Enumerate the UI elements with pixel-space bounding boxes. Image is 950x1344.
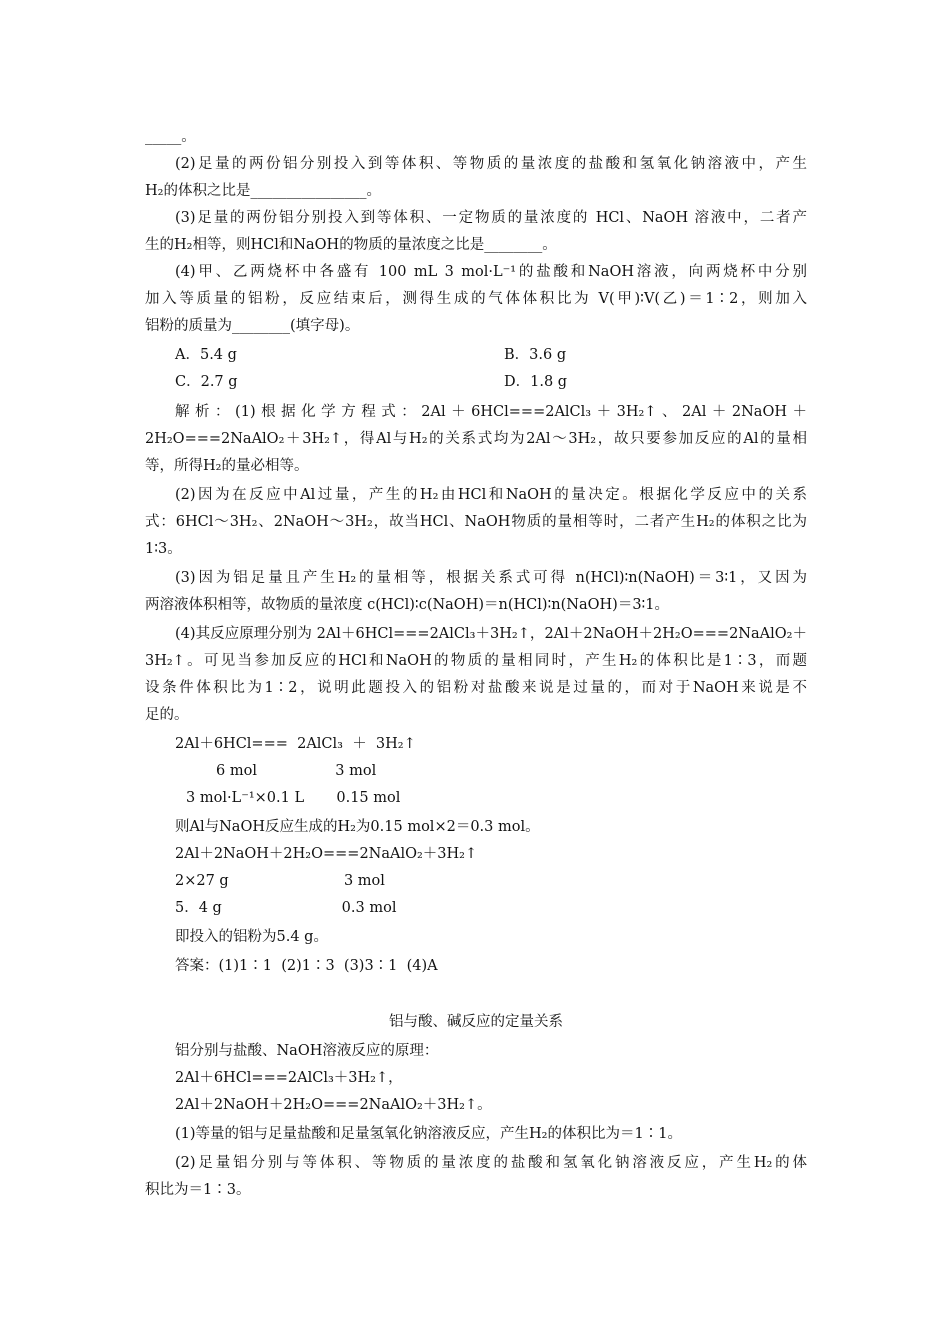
conclusion-line: 即投入的铝粉为5.4 g。 — [175, 929, 328, 945]
question-2-line-1: (2)足量的两份铝分别投入到等体积、等物质的量浓度的盐酸和氢氧化钠溶液中，产生 — [175, 156, 807, 172]
question-4-line-1: (4)甲、乙两烧杯中各盛有 100 mL 3 mol·L⁻¹的盐酸和NaOH溶液，向两烧杯中分别 — [175, 264, 807, 280]
naoh-h2-result: 则Al与NaOH反应生成的H₂为0.15 mol×2＝0.3 mol。 — [175, 819, 540, 835]
analysis-4-line-3: 设条件体积比为1∶2，说明此题投入的铝粉对盐酸来说是过量的，而对于NaOH来说是不 — [145, 680, 807, 696]
analysis-2-line-2: 式：6HCl～3H₂、2NaOH～3H₂，故当HCl、NaOH物质的量相等时，二者产生H₂的体积之比为 — [145, 514, 807, 530]
option-c: C．2.7 g — [175, 374, 238, 390]
analysis-1-line-1: 解析：(1)根据化学方程式：2Al＋6HCl===2AlCl₃＋3H₂↑、2Al＋2NaOH＋ — [175, 404, 807, 420]
option-a: A．5.4 g — [175, 347, 237, 363]
equation-naoh-amounts: 5．4 g 0.3 mol — [175, 900, 397, 916]
rule-2-line-2: 积比为＝1∶3。 — [145, 1182, 251, 1198]
option-b: B．3.6 g — [504, 347, 567, 363]
answer-line: 答案：(1)1∶1 (2)1∶3 (3)3∶1 (4)A — [175, 958, 438, 974]
text-line: _____。 — [145, 129, 196, 145]
principle-equation-1: 2Al＋6HCl===2AlCl₃＋3H₂↑， — [175, 1070, 403, 1086]
rule-2-line-1: (2)足量铝分别与等体积、等物质的量浓度的盐酸和氢氧化钠溶液反应，产生H₂的体 — [175, 1155, 807, 1171]
principle-intro: 铝分别与盐酸、NaOH溶液反应的原理： — [175, 1043, 439, 1059]
principle-equation-2: 2Al＋2NaOH＋2H₂O===2NaAlO₂＋3H₂↑。 — [175, 1097, 492, 1113]
equation-naoh: 2Al＋2NaOH＋2H₂O===2NaAlO₂＋3H₂↑ — [175, 846, 478, 862]
question-2-line-2: H₂的体积之比是________________。 — [145, 183, 381, 199]
equation-naoh-moles: 2×27 g 3 mol — [175, 873, 385, 889]
equation-hcl-amounts: 3 mol·L⁻¹×0.1 L 0.15 mol — [186, 790, 401, 806]
equation-hcl-moles: 6 mol 3 mol — [216, 763, 377, 779]
analysis-3-line-1: (3)因为铝足量且产生H₂的量相等，根据关系式可得 n(HCl)∶n(NaOH)＝3∶1，又因为 — [175, 570, 807, 586]
analysis-2-line-1: (2)因为在反应中Al过量，产生的H₂由HCl和NaOH的量决定。根据化学反应中的关系 — [175, 487, 807, 503]
analysis-2-line-3: 1∶3。 — [145, 541, 182, 557]
question-3-line-1: (3)足量的两份铝分别投入到等体积、一定物质的量浓度的 HCl、NaOH 溶液中，二者产 — [175, 210, 807, 226]
analysis-3-line-2: 两溶液体积相等，故物质的量浓度 c(HCl)∶c(NaOH)＝n(HCl)∶n(NaOH)＝3∶1。 — [145, 597, 670, 613]
analysis-1-line-3: 等，所得H₂的量必相等。 — [145, 458, 309, 474]
analysis-4-line-1: (4)其反应原理分别为 2Al＋6HCl===2AlCl₃＋3H₂↑，2Al＋2NaOH＋2H₂O===2NaAlO₂＋ — [175, 626, 807, 642]
question-4-line-2: 加入等质量的铝粉，反应结束后，测得生成的气体体积比为 V(甲)∶V(乙)＝1∶2，则加入 — [145, 291, 807, 307]
analysis-1-line-2: 2H₂O===2NaAlO₂＋3H₂↑，得Al与H₂的关系式均为2Al～3H₂，故只要参加反应的Al的量相 — [145, 431, 807, 447]
question-3-line-2: 生的H₂相等，则HCl和NaOH的物质的量浓度之比是________。 — [145, 237, 557, 253]
analysis-4-line-2: 3H₂↑。可见当参加反应的HCl和NaOH的物质的量相同时，产生H₂的体积比是1∶3，而题 — [145, 653, 807, 669]
option-d: D．1.8 g — [504, 374, 568, 390]
section-heading: 铝与酸、碱反应的定量关系 — [389, 1014, 563, 1030]
equation-hcl: 2Al＋6HCl=== 2AlCl₃ ＋ 3H₂↑ — [175, 736, 416, 752]
analysis-4-line-4: 足的。 — [145, 707, 189, 723]
rule-1: (1)等量的铝与足量盐酸和足量氢氧化钠溶液反应，产生H₂的体积比为＝1∶1。 — [175, 1126, 682, 1142]
question-4-line-3: 铝粉的质量为________(填字母)。 — [145, 318, 360, 334]
